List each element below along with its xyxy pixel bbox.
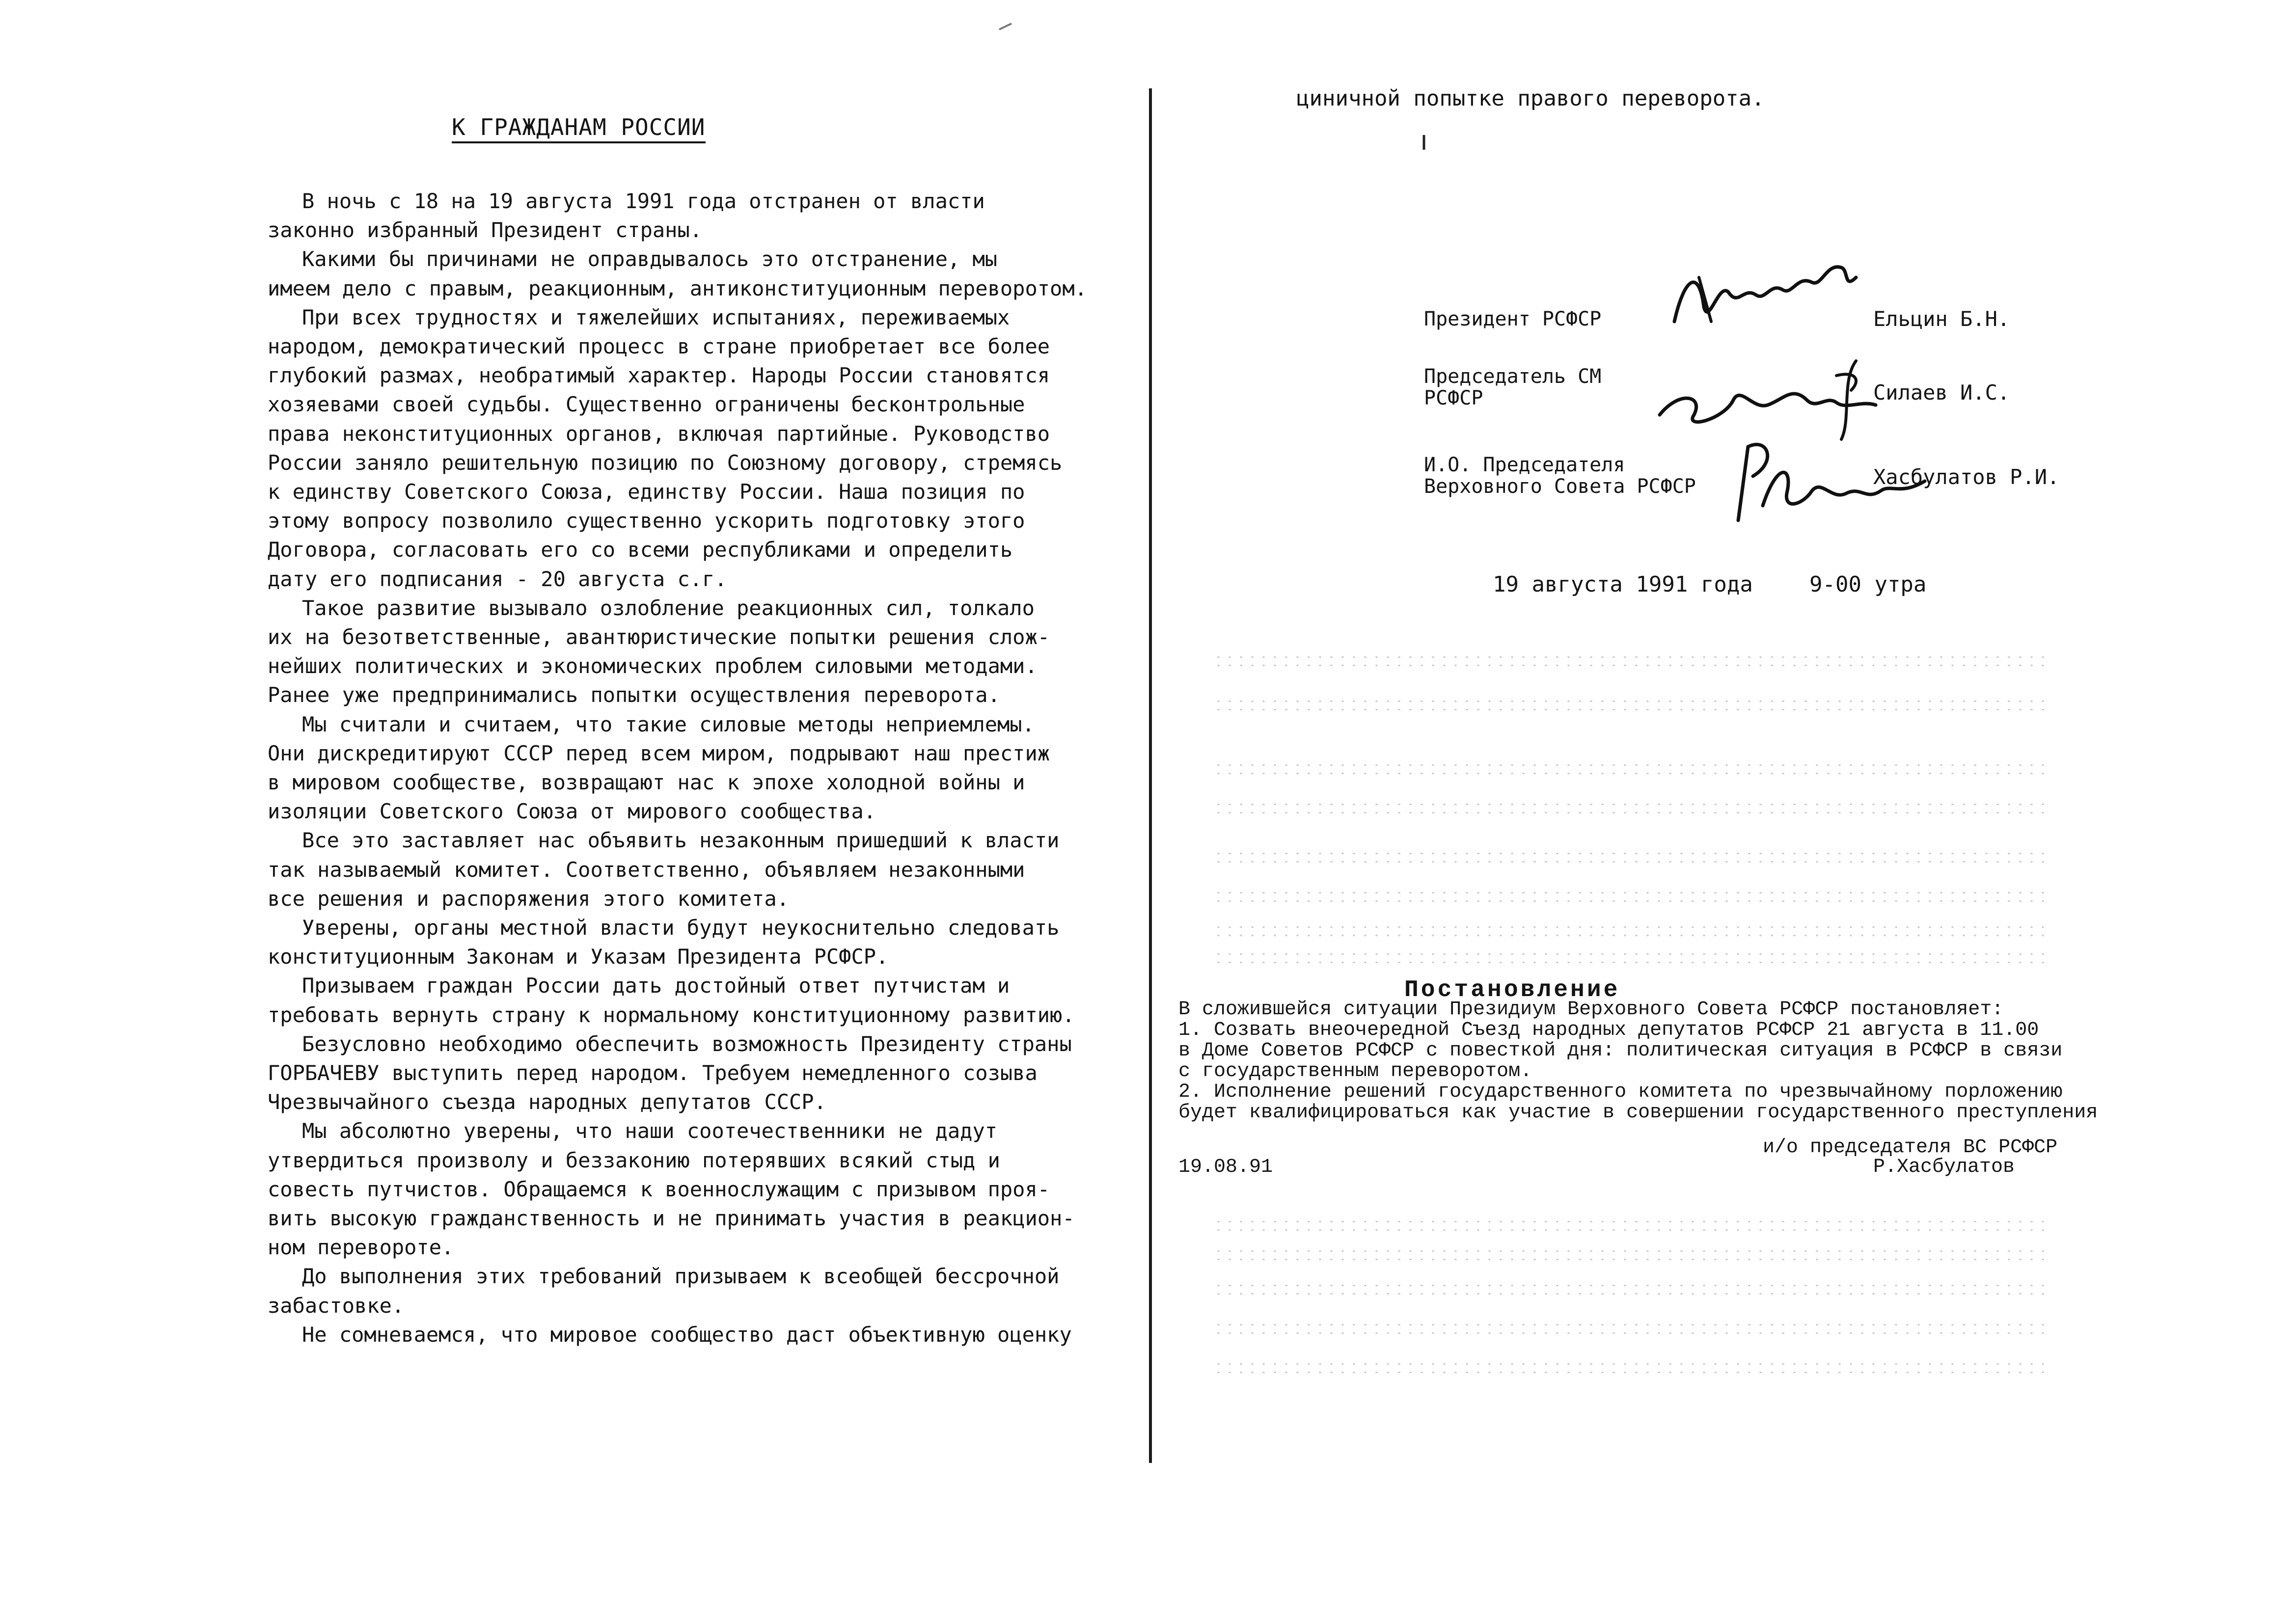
appeal-line: Такое развитие вызывало озлобление реакционных сил, толкало xyxy=(302,596,1035,620)
appeal-line: имеем дело с правым, реакционным, антиконституционным переворотом. xyxy=(268,276,1087,300)
copier-noise xyxy=(1213,761,2048,776)
copier-noise xyxy=(1213,653,2048,668)
appeal-line: права неконституционных органов, включая партийные. Руководство xyxy=(268,422,1050,446)
appeal-line: все решения и распоряжения этого комитета. xyxy=(268,887,790,911)
appeal-line: вить высокую гражданственность и не принимать участия в реакцион- xyxy=(268,1206,1075,1230)
signatory-title-silaev: Председатель СМ РСФСР xyxy=(1424,365,1602,409)
appeal-line: Призываем граждан России дать достойный ответ путчистам и xyxy=(302,974,1010,998)
silaev-signature-image xyxy=(1650,346,1886,444)
resolution-signer-name: Р.Хасбулатов xyxy=(1873,1156,2015,1178)
signatory-name-khasbulatov: Хасбулатов Р.И. xyxy=(1873,465,2060,489)
yeltsin-signature-image xyxy=(1665,248,1861,336)
appeal-line: народом, демократический процесс в стране приобретает все более xyxy=(268,334,1050,358)
appeal-line: До выполнения этих требований призываем к всеобщей бессрочной xyxy=(302,1264,1060,1288)
appeal-line: этому вопросу позволило существенно ускорить подготовку этого xyxy=(268,509,1025,533)
stray-mark xyxy=(997,20,1016,34)
appeal-line: конституционным Законам и Указам Президента РСФСР. xyxy=(268,945,889,969)
stray-mark xyxy=(1419,133,1429,152)
appeal-line: к единству Советского Союза, единству России. Наша позиция по xyxy=(268,480,1025,504)
signatory-name-yeltsin: Ельцин Б.Н. xyxy=(1873,307,2010,331)
appeal-line: Мы абсолютно уверены, что наши соотечественники не дадут xyxy=(302,1119,998,1143)
appeal-line: Какими бы причинами не оправдывалось это отстранение, мы xyxy=(302,247,998,271)
copier-noise xyxy=(1213,889,2048,903)
resolution-line: будет квалифицироваться как участие в совершении государственного преступления xyxy=(1178,1102,2098,1124)
resolution-title: Постановление xyxy=(1404,977,1620,1003)
signatory-title-yeltsin: Президент РСФСР xyxy=(1424,308,1602,330)
appeal-line: При всех трудностях и тяжелейших испытаниях, переживаемых xyxy=(302,305,1010,329)
appeal-line: Договора, согласовать его со всеми республиками и определить xyxy=(268,538,1013,562)
copier-noise xyxy=(1213,800,2048,815)
khasbulatov-signature-image xyxy=(1719,432,1935,530)
copier-noise xyxy=(1213,1321,2048,1335)
appeal-line: нейших политических и экономических проблем силовыми методами. xyxy=(268,654,1038,678)
copier-noise xyxy=(1213,1281,2048,1296)
appeal-line: хозяевами своей судьбы. Существенно ограничены бесконтрольные xyxy=(268,392,1025,416)
signing-date: 19 августа 1991 года xyxy=(1493,572,1753,597)
resolution-line: с государственным переворотом. xyxy=(1178,1060,1532,1082)
appeal-line: совесть путчистов. Обращаемся к военнослужащим с призывом проя- xyxy=(268,1177,1050,1201)
page-divider xyxy=(1149,88,1152,1463)
appeal-line: глубокий размах, необратимый характер. Народы России становятся xyxy=(268,363,1050,387)
appeal-line: их на безответственные, авантюристические попытки решения слож- xyxy=(268,625,1050,649)
resolution-line: 1. Созвать внеочередной Съезд народных депутатов РСФСР 21 августа в 11.00 xyxy=(1178,1019,2039,1041)
appeal-line: Мы считали и считаем, что такие силовые методы неприемлемы. xyxy=(302,712,1035,736)
appeal-line: России заняло решительную позицию по Союзному договору, стремясь xyxy=(268,451,1063,475)
appeal-line: Безусловно необходимо обеспечить возможность Президенту страны xyxy=(302,1032,1072,1056)
appeal-continuation: циничной попытке правого переворота. xyxy=(1296,86,1765,111)
appeal-line: Ранее уже предпринимались попытки осуществления переворота. xyxy=(268,683,1000,707)
signatory-title-khasbulatov: И.О. Председателя Верховного Совета РСФСР xyxy=(1424,454,1696,498)
copier-noise xyxy=(1213,923,2048,938)
appeal-line: в мировом сообществе, возвращают нас к эпохе холодной войны и xyxy=(268,770,1025,794)
copier-noise xyxy=(1213,950,2048,965)
appeal-line: В ночь с 18 на 19 августа 1991 года отстранен от власти xyxy=(302,189,985,213)
appeal-line: Все это заставляет нас объявить незаконным пришедший к власти xyxy=(302,828,1060,852)
appeal-line: ГОРБАЧЕВУ выступить перед народом. Требуем немедленного созыва xyxy=(268,1061,1038,1085)
resolution-line: В сложившейся ситуации Президиум Верховного Совета РСФСР постановляет: xyxy=(1178,999,2004,1021)
appeal-line: так называемый комитет. Соответственно, объявляем незаконными xyxy=(268,858,1025,882)
resolution-date: 19.08.91 xyxy=(1178,1156,1273,1178)
copier-noise xyxy=(1213,1360,2048,1375)
copier-noise xyxy=(1213,1217,2048,1232)
signing-time: 9-00 утра xyxy=(1809,572,1927,597)
copier-noise xyxy=(1213,697,2048,712)
appeal-line: Чрезвычайного съезда народных депутатов СССР. xyxy=(268,1090,826,1114)
resolution-signer-title: и/о председателя ВС РСФСР xyxy=(1763,1136,2058,1159)
resolution-line: 2. Исполнение решений государственного комитета по чрезвычайному порложению xyxy=(1178,1081,2063,1103)
copier-noise xyxy=(1213,849,2048,864)
appeal-line: ном перевороте. xyxy=(268,1235,454,1259)
copier-noise xyxy=(1213,1247,2048,1262)
appeal-title: К ГРАЖДАНАМ РОССИИ xyxy=(452,114,706,143)
appeal-line: Уверены, органы местной власти будут неукоснительно следовать xyxy=(302,916,1060,940)
appeal-line: забастовке. xyxy=(268,1294,405,1318)
appeal-line: Они дискредитируют СССР перед всем миром, подрывают наш престиж xyxy=(268,741,1050,765)
resolution-line: в Доме Советов РСФСР с повесткой дня: политическая ситуация в РСФСР в связи xyxy=(1178,1040,2063,1062)
appeal-line: Не сомневаемся, что мировое сообщество даст объективную оценку xyxy=(302,1323,1072,1347)
appeal-line: требовать вернуть страну к нормальному конституционному развитию. xyxy=(268,1003,1075,1027)
appeal-line: дату его подписания - 20 августа с.г. xyxy=(268,567,727,591)
appeal-line: утвердиться произволу и беззаконию потерявших всякий стыд и xyxy=(268,1148,1000,1172)
appeal-line: законно избранный Президент страны. xyxy=(268,218,703,242)
signatory-name-silaev: Силаев И.С. xyxy=(1873,380,2010,405)
appeal-line: изоляции Советского Союза от мирового сообщества. xyxy=(268,799,876,823)
